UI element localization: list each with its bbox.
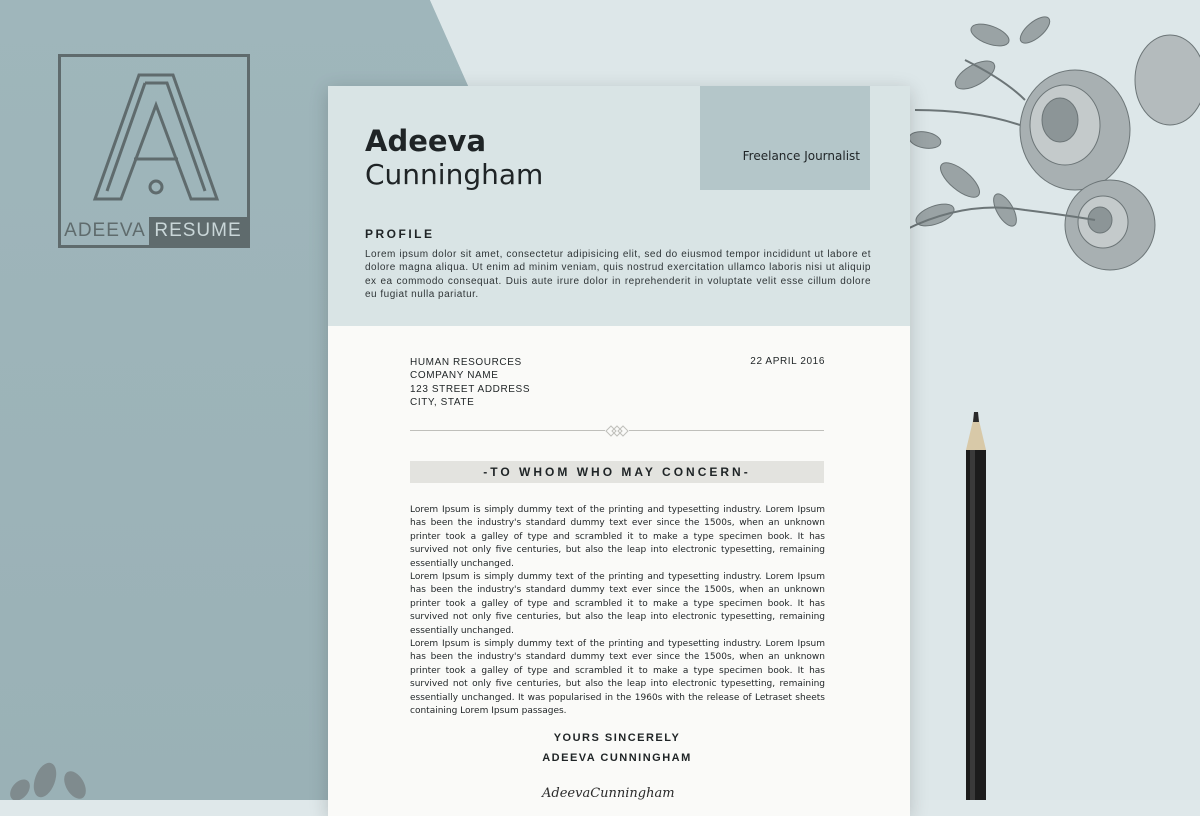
job-title-box [700,86,870,190]
profile-heading: PROFILE [365,227,435,241]
salutation-banner: -TO WHOM WHO MAY CONCERN- [410,461,824,483]
cover-letter-page [328,86,910,816]
ornamental-divider [410,425,824,437]
floral-decoration-icon [905,0,1200,300]
job-title: Freelance Journalist [742,149,860,163]
logo-bar [61,217,247,245]
logo-word: RESUME [149,217,247,245]
profile-text: Lorem ipsum dolor sit amet, consectetur adipisicing elit, sed do eiusmod tempor incididunt ut labore et dolore magna aliqua. Ut enim ad minim veniam, quis nostrud exercitation ullamco laboris nisi ut aliquip ex ea commodo consequat. Duis aute irure dolor in reprehenderit in voluptate velit esse cillum dolore eu fugiat nulla pariatur. [365,249,871,301]
letter-date: 22 APRIL 2016 [750,356,825,367]
recipient-line: COMPANY NAME [410,370,499,382]
letter-paragraph: Lorem Ipsum is simply dummy text of the printing and typesetting industry. Lorem Ipsum has been the industry's standard dummy text ever since the 1500s, when an unknown printer took a galley of type and scrambled it to make a type specimen book. It has survived not only five centuries, but also the leap into electronic typesetting, remaining essentially unchanged. It was popularised in the 1960s with the release of Letraset sheets containing Lorem Ipsum passages. [410,639,825,717]
signer-name: ADEEVA CUNNINGHAM [542,752,692,764]
closing-line: YOURS SINCERELY [553,732,681,744]
recipient-address [410,356,530,409]
logo-name: ADEEVA [64,220,146,241]
diamond-ornament-icon [605,425,629,437]
first-name: Adeeva [365,124,487,158]
recipient-line: CITY, STATE [410,396,475,408]
resume-header [328,86,910,326]
floral-leaf-icon [0,755,110,800]
signature: AdeevaCunningham [542,786,675,801]
last-name: Cunningham [365,158,544,191]
recipient-line: HUMAN RESOURCES [410,357,522,368]
letter-a-logo-icon [91,67,221,203]
adeeva-resume-logo [58,54,250,248]
recipient-line: 123 STREET ADDRESS [410,383,531,395]
pencil-icon [962,412,992,800]
letter-paragraph: Lorem Ipsum is simply dummy text of the printing and typesetting industry. Lorem Ipsum has been the industry's standard dummy text ever since the 1500s, when an unknown printer took a galley of type and scrambled it to make a type specimen book. It has survived not only five centuries, but also the leap into electronic typesetting, remaining essentially unchanged. [410,572,825,636]
letter-paragraph: Lorem Ipsum is simply dummy text of the printing and typesetting industry. Lorem Ipsum has been the industry's standard dummy text ever since the 1500s, when an unknown printer took a galley of type and scrambled it to make a type specimen book. It has survived not only five centuries, but also the leap into electronic typesetting, remaining essentially unchanged. [410,505,825,569]
